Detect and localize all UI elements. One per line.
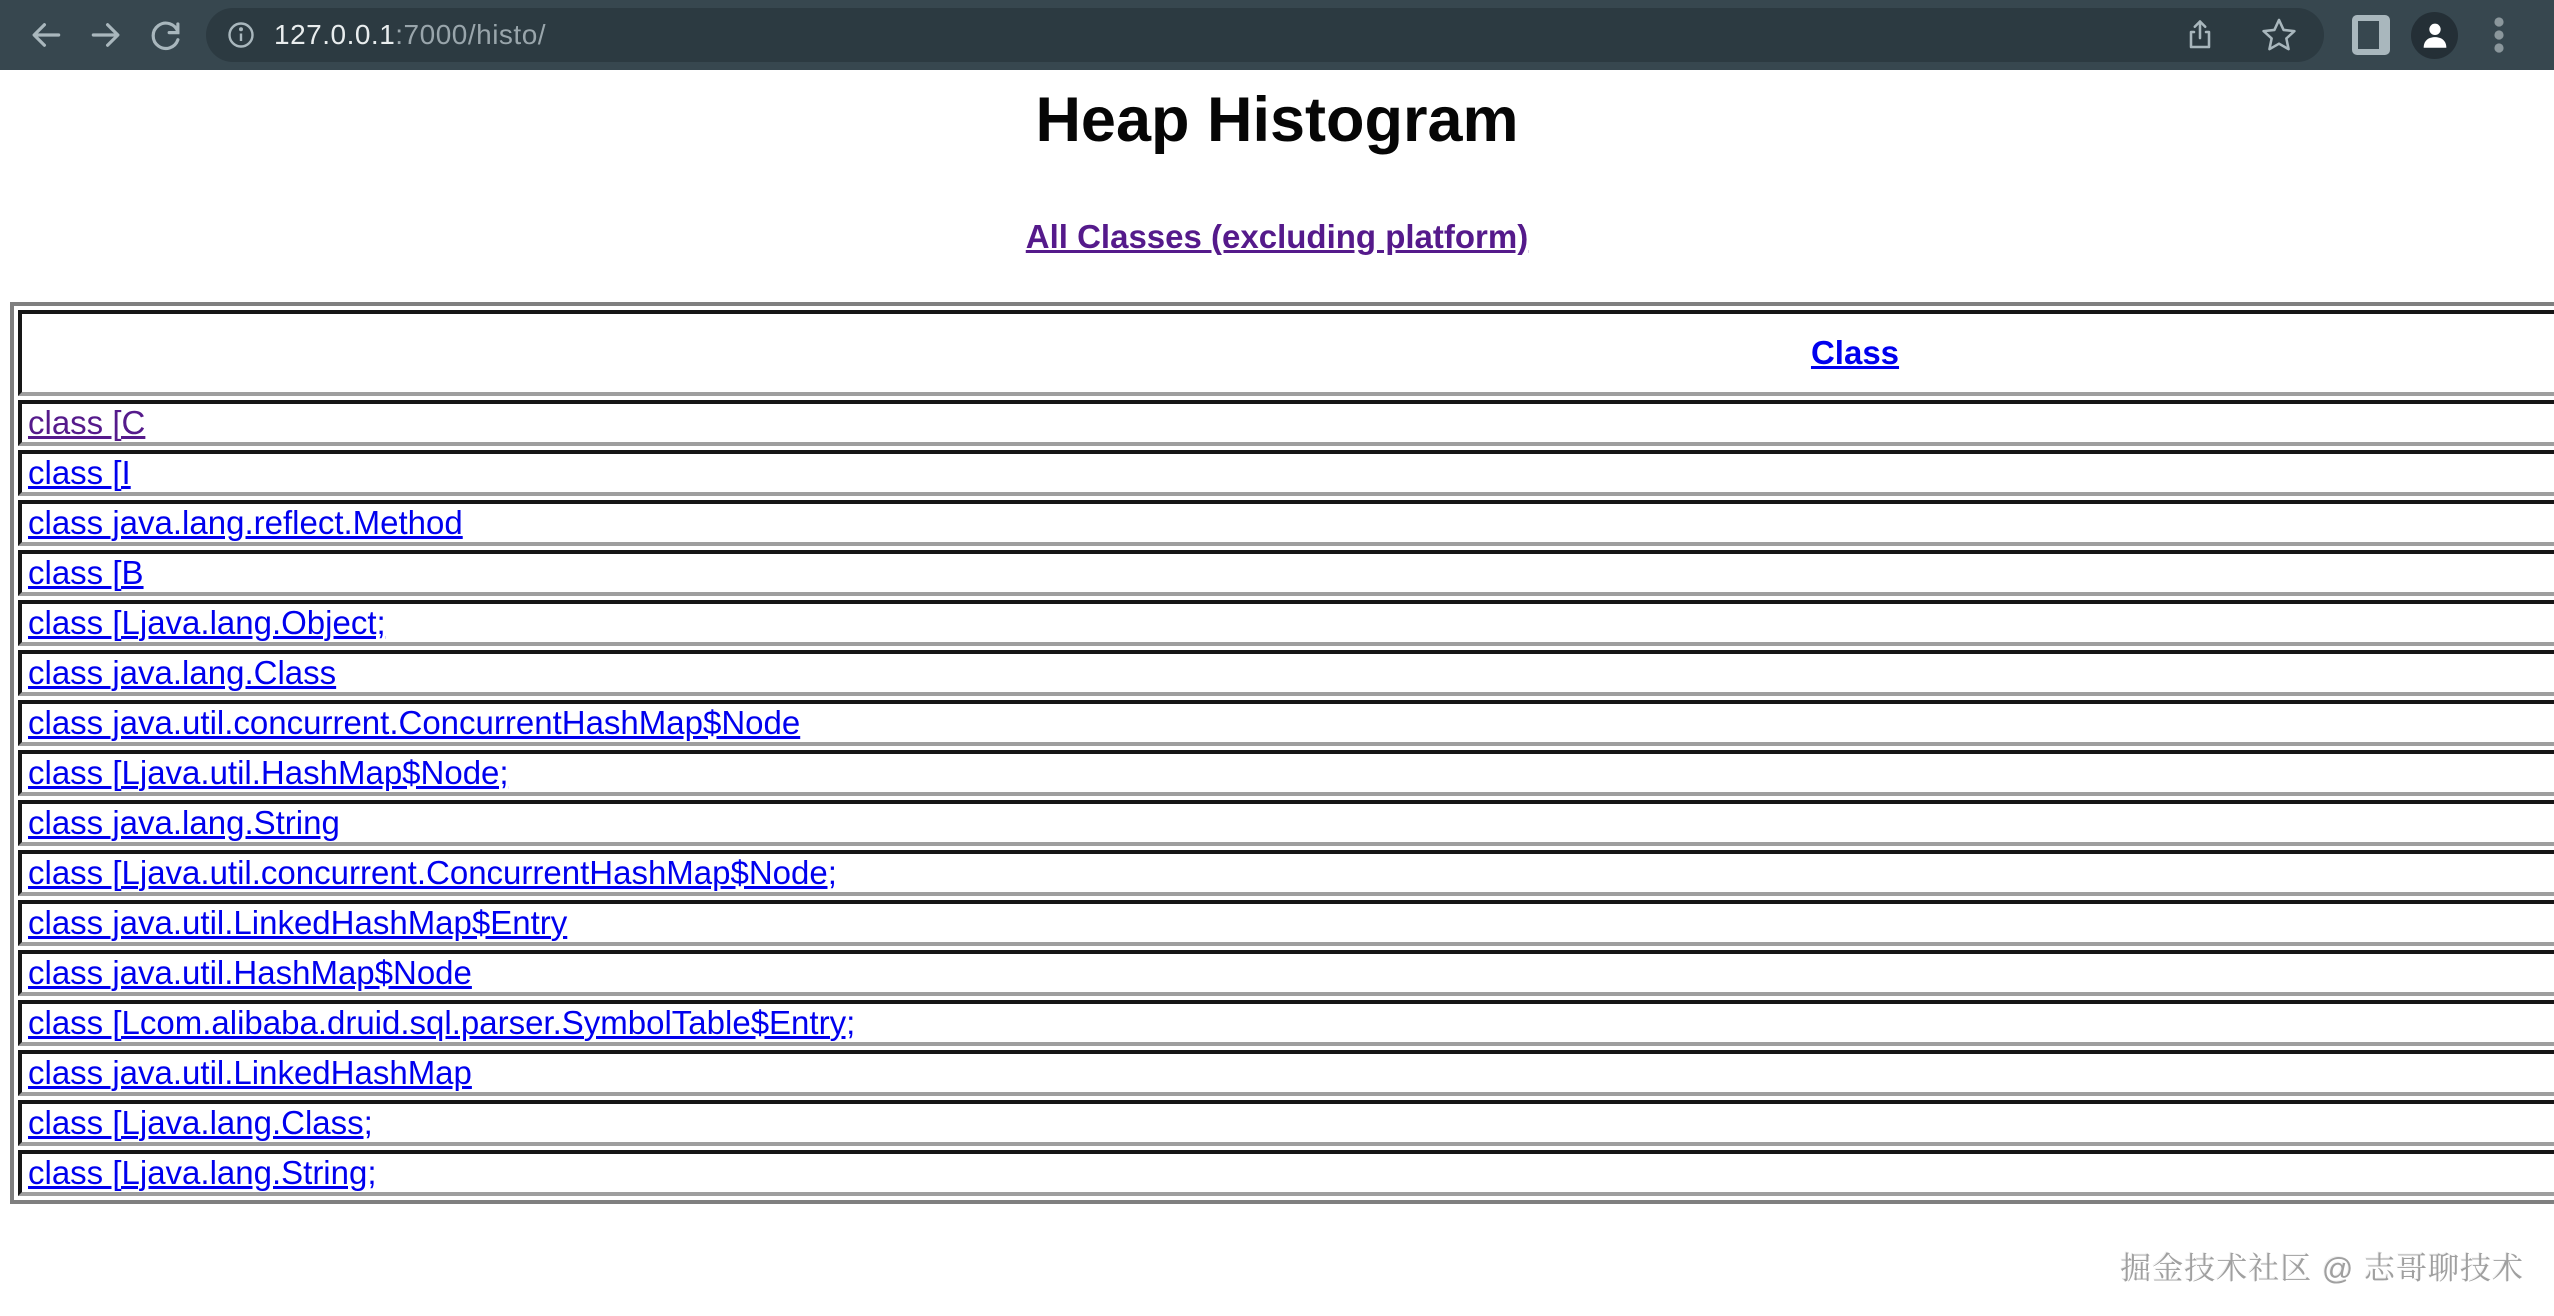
- page-title: Heap Histogram: [1035, 85, 1519, 155]
- browser-toolbar: [0, 0, 2554, 70]
- reload-button[interactable]: [143, 12, 189, 58]
- class-link[interactable]: class java.lang.reflect.Method: [28, 503, 463, 541]
- class-link[interactable]: class [B: [28, 553, 144, 591]
- class-link[interactable]: class java.lang.Class: [28, 653, 337, 691]
- class-link[interactable]: class java.util.HashMap$Node: [28, 953, 472, 991]
- toolbar-right-cluster: [2352, 12, 2518, 59]
- class-link[interactable]: class [Lcom.alibaba.druid.sql.parser.SymbolTable$Entry;: [28, 1003, 856, 1041]
- class-link[interactable]: class java.util.LinkedHashMap: [28, 1053, 472, 1091]
- three-dots-icon: [2480, 13, 2518, 57]
- class-cell: [18, 650, 2554, 696]
- class-cell: [18, 950, 2554, 996]
- class-cell: [18, 600, 2554, 646]
- watermark: 掘金技术社区 @ 志哥聊技术: [2120, 1251, 2524, 1286]
- class-cell: [18, 900, 2554, 946]
- table-header-row: [18, 310, 2554, 396]
- all-classes-link[interactable]: All Classes (excluding platform): [1025, 217, 1529, 255]
- url-host: 127.0.0.1: [274, 19, 396, 50]
- class-column-header: [18, 310, 2554, 396]
- subtitle: [0, 218, 2554, 256]
- class-link[interactable]: class [Ljava.util.concurrent.ConcurrentHashMap$Node;: [28, 853, 837, 891]
- class-cell: [18, 1100, 2554, 1146]
- share-button[interactable]: [2182, 17, 2218, 53]
- class-cell: [18, 500, 2554, 546]
- table-row: [18, 1000, 2554, 1046]
- browser-menu-button[interactable]: [2480, 13, 2518, 57]
- class-cell: [18, 550, 2554, 596]
- class-link[interactable]: class [I: [28, 453, 131, 491]
- class-cell: [18, 450, 2554, 496]
- table-row: [18, 1150, 2554, 1196]
- bookmark-star-button[interactable]: [2260, 16, 2298, 54]
- table-row: [18, 800, 2554, 846]
- class-link[interactable]: class [Ljava.lang.Class;: [28, 1103, 373, 1141]
- table-row: [18, 1100, 2554, 1146]
- table-row: [18, 900, 2554, 946]
- class-link[interactable]: class java.lang.String: [28, 803, 340, 841]
- sidebar-toggle-button[interactable]: [2352, 15, 2390, 55]
- back-arrow-icon: [27, 16, 65, 54]
- class-sort-link[interactable]: Class: [1810, 333, 1900, 371]
- class-link[interactable]: class java.util.concurrent.ConcurrentHashMap$Node: [28, 703, 801, 741]
- reload-icon: [147, 16, 185, 54]
- class-cell: [18, 850, 2554, 896]
- class-link[interactable]: class [C: [28, 403, 146, 441]
- url-text: [274, 19, 546, 51]
- table-row: [18, 400, 2554, 446]
- class-cell: [18, 1000, 2554, 1046]
- table-row: [18, 550, 2554, 596]
- profile-avatar[interactable]: [2411, 12, 2458, 59]
- class-link[interactable]: class java.util.LinkedHashMap$Entry: [28, 903, 568, 941]
- table-row: [18, 700, 2554, 746]
- share-icon: [2182, 17, 2218, 53]
- class-cell: [18, 700, 2554, 746]
- table-row: [18, 950, 2554, 996]
- back-button[interactable]: [23, 12, 69, 58]
- table-row: [18, 600, 2554, 646]
- table-row: [18, 1050, 2554, 1096]
- address-bar[interactable]: [206, 8, 2324, 62]
- class-link[interactable]: class [Ljava.lang.Object;: [28, 603, 386, 641]
- table-row: [18, 850, 2554, 896]
- class-link[interactable]: class [Ljava.lang.String;: [28, 1153, 377, 1191]
- heap-histogram-table: [10, 302, 2554, 1204]
- table-row: [18, 750, 2554, 796]
- class-cell: [18, 750, 2554, 796]
- class-link[interactable]: class [Ljava.util.HashMap$Node;: [28, 753, 509, 791]
- class-cell: [18, 400, 2554, 446]
- forward-button[interactable]: [83, 12, 129, 58]
- class-cell: [18, 1150, 2554, 1196]
- site-info-icon[interactable]: [226, 20, 256, 50]
- class-cell: [18, 1050, 2554, 1096]
- table-row: [18, 500, 2554, 546]
- table-row: [18, 450, 2554, 496]
- person-icon: [2418, 18, 2452, 52]
- url-path: :7000/histo/: [395, 19, 547, 50]
- class-cell: [18, 800, 2554, 846]
- star-icon: [2260, 16, 2298, 54]
- table-row: [18, 650, 2554, 696]
- forward-arrow-icon: [87, 16, 125, 54]
